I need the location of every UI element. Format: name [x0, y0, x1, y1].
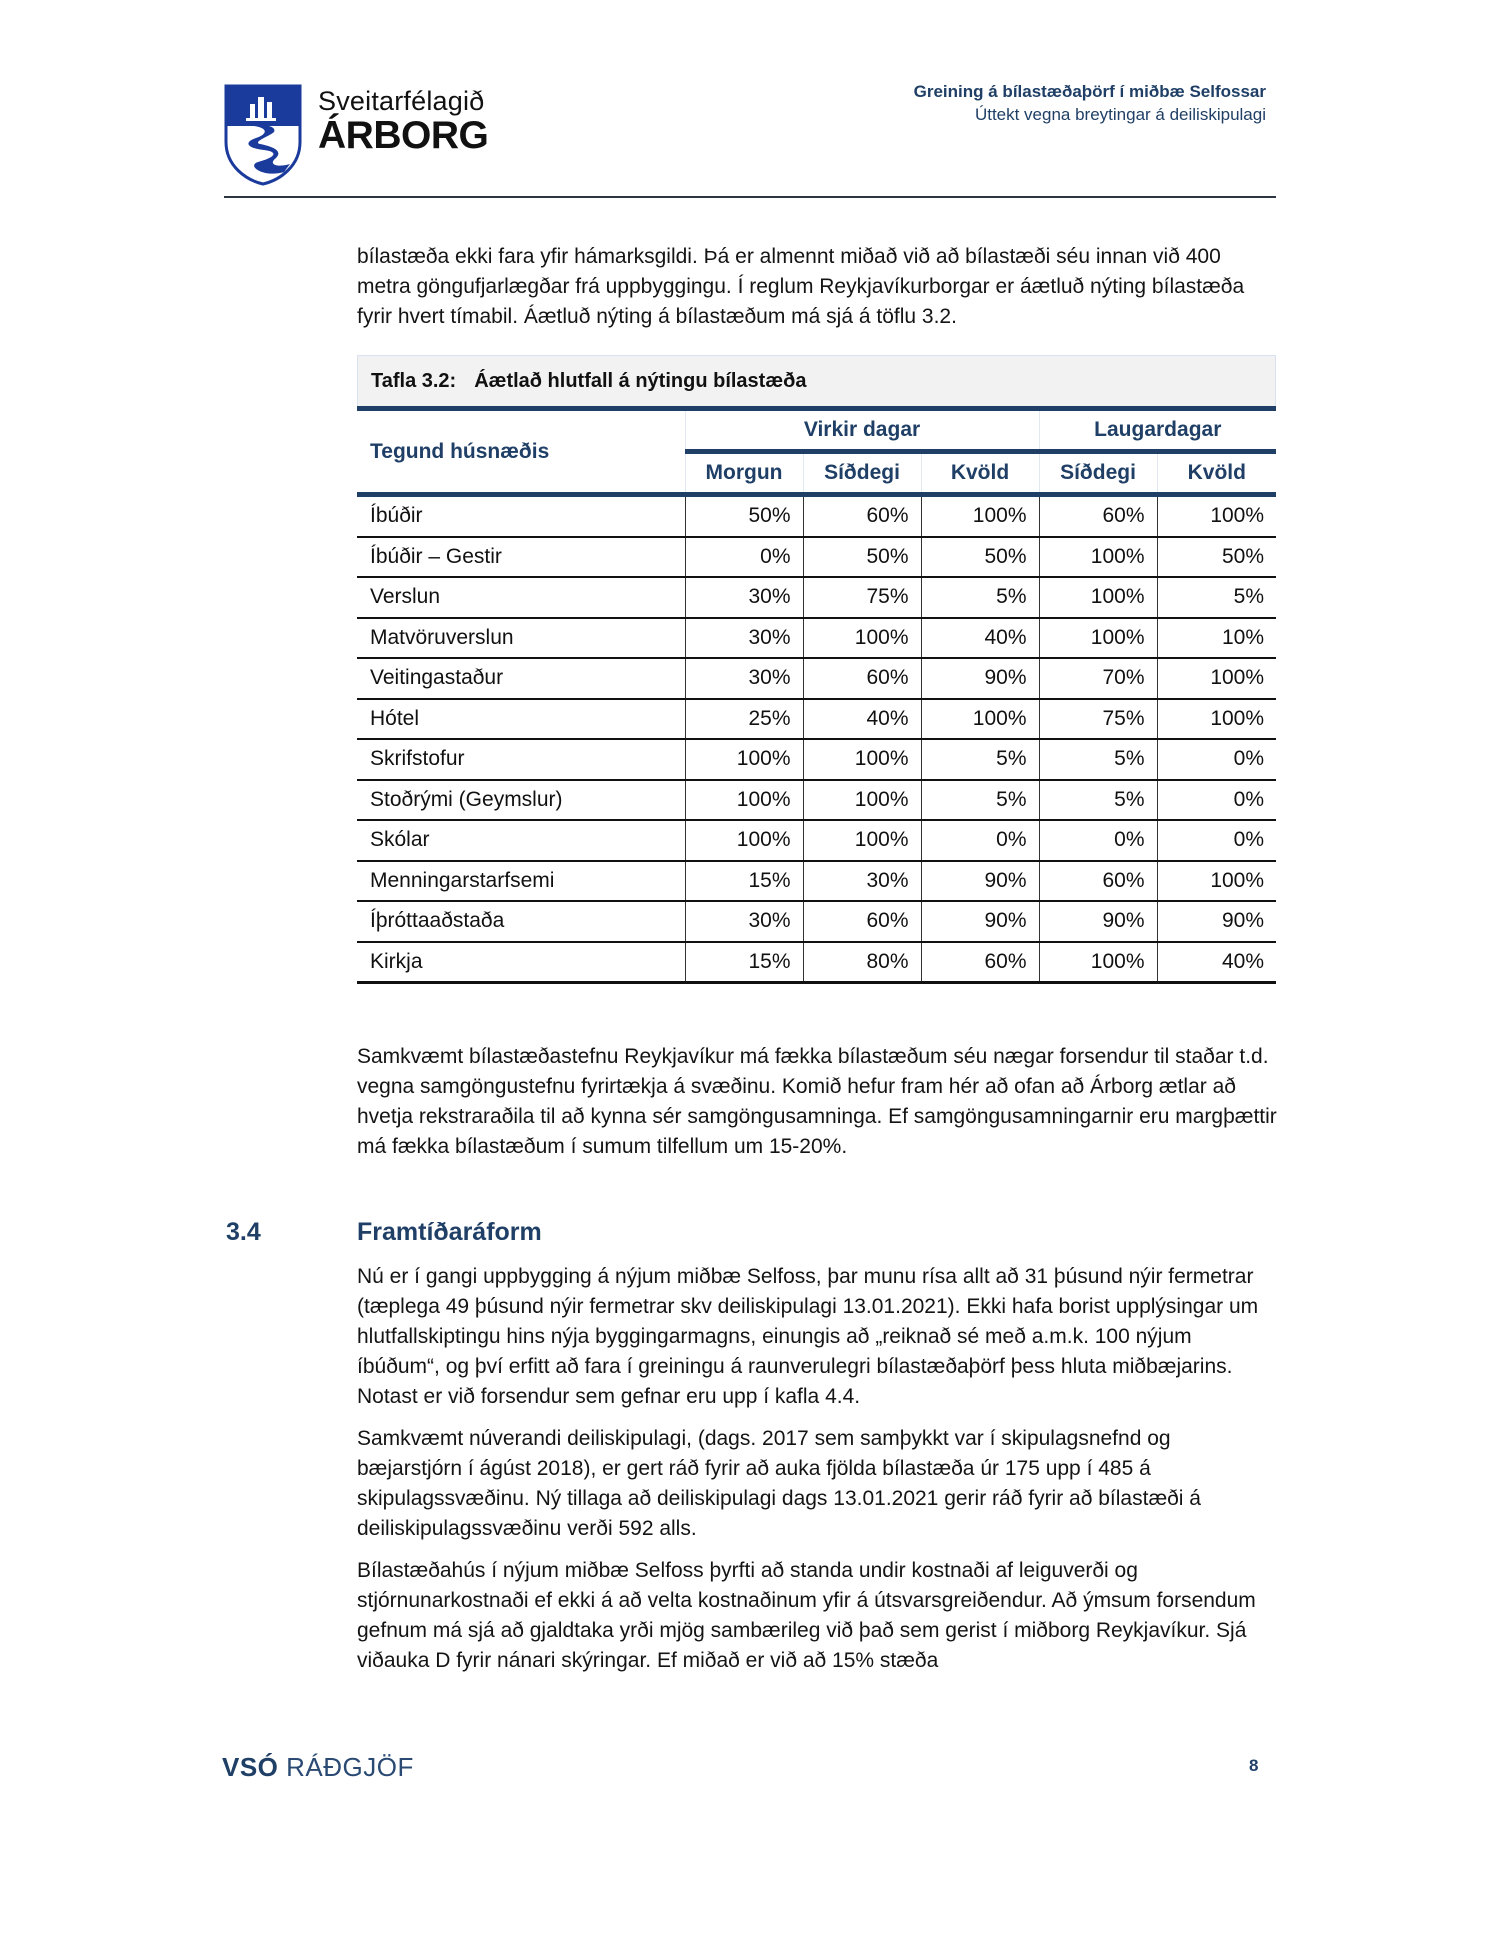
cell-value: 50% [921, 537, 1039, 578]
column-header-sat-evening: Kvöld [1157, 452, 1276, 495]
row-label: Matvöruverslun [357, 618, 685, 659]
document-subtitle: Úttekt vegna breytingar á deiliskipulagi [974, 105, 1266, 124]
document-title-block [914, 80, 1266, 126]
cell-value: 90% [1039, 901, 1157, 942]
cell-value: 0% [921, 820, 1039, 861]
utilization-table [357, 355, 1276, 984]
column-header-afternoon: Síðdegi [803, 452, 921, 495]
cell-value: 100% [1157, 699, 1276, 740]
cell-value: 5% [1039, 780, 1157, 821]
cell-value: 25% [685, 699, 803, 740]
table-row [357, 699, 1276, 740]
cell-value: 5% [1157, 577, 1276, 618]
cell-value: 90% [921, 901, 1039, 942]
row-label: Skrifstofur [357, 739, 685, 780]
cell-value: 100% [1039, 618, 1157, 659]
cell-value: 60% [803, 901, 921, 942]
cell-value: 10% [1157, 618, 1276, 659]
cell-value: 5% [921, 577, 1039, 618]
cell-value: 100% [1157, 861, 1276, 902]
cell-value: 100% [803, 739, 921, 780]
row-label: Verslun [357, 577, 685, 618]
cell-value: 30% [685, 658, 803, 699]
logo-name: ÁRBORG [318, 114, 489, 157]
cell-value: 50% [803, 537, 921, 578]
cell-value: 40% [803, 699, 921, 740]
page-header [224, 80, 1278, 198]
arborg-logo [224, 84, 488, 186]
row-label: Menningarstarfsemi [357, 861, 685, 902]
cell-value: 80% [803, 942, 921, 983]
cell-value: 0% [1157, 820, 1276, 861]
cell-value: 5% [921, 780, 1039, 821]
section-paragraph: Nú er í gangi uppbygging á nýjum miðbæ Selfoss, þar munu rísa allt að 31 þúsund nýir fermetrar (tæplega 49 þúsund nýir fermetrar skv deiliskipulagi 13.01.2021). Ekki hafa borist upplýsingar um hlutfallskiptingu hins nýja byggingarmagns, einungis að „reiknað sé með a.m.k. 100 nýjum íbúðum“, og því erfitt að fara í greiningu á raunverulegri bílastæðaþörf þess hluta miðbæjarins. Notast er við forsendur sem gefnar eru upp í kafla 4.4. [357, 1265, 1259, 1408]
cell-value: 100% [921, 699, 1039, 740]
cell-value: 90% [921, 658, 1039, 699]
section-paragraph: Samkvæmt núverandi deiliskipulagi, (dags. 2017 sem samþykkt var í skipulagsnefnd og bæjarstjórn í ágúst 2018), er gert ráð fyrir að auka fjölda bílastæða úr 175 upp í 485 á skipulagssvæðinu. Ný tillaga að deiliskipulagi dags 13.01.2021 gerir ráð fyrir að bílastæði á deiliskipulagssvæðinu verði 592 alls. [357, 1427, 1201, 1540]
group-header-saturdays: Laugardagar [1039, 409, 1276, 452]
section-number: 3.4 [226, 1218, 261, 1246]
table-row [357, 820, 1276, 861]
cell-value: 100% [803, 820, 921, 861]
cell-value: 100% [685, 780, 803, 821]
table-row [357, 942, 1276, 983]
logo-subtitle: Sveitarfélagið [318, 86, 485, 116]
cell-value: 70% [1039, 658, 1157, 699]
footer-brand-light: RÁÐGJÖF [286, 1752, 414, 1782]
post-table-section [357, 1042, 1277, 1162]
cell-value: 100% [1157, 658, 1276, 699]
table-caption-title: Áætlað hlutfall á nýtingu bílastæða [474, 369, 807, 392]
vso-logo [222, 1752, 414, 1783]
cell-value: 30% [803, 861, 921, 902]
cell-value: 15% [685, 942, 803, 983]
table-row [357, 537, 1276, 578]
document-title: Greining á bílastæðaþörf í miðbæ Selfossar [913, 82, 1266, 101]
row-label: Íbúðir – Gestir [357, 537, 685, 578]
cell-value: 100% [803, 780, 921, 821]
page-number: 8 [1249, 1756, 1259, 1775]
cell-value: 100% [1039, 537, 1157, 578]
cell-value: 50% [685, 495, 803, 537]
cell-value: 5% [1039, 739, 1157, 780]
cell-value: 30% [685, 618, 803, 659]
cell-value: 30% [685, 901, 803, 942]
cell-value: 40% [921, 618, 1039, 659]
cell-value: 50% [1157, 537, 1276, 578]
cell-value: 60% [803, 658, 921, 699]
section-title: Framtíðaráform [357, 1218, 542, 1246]
cell-value: 100% [1039, 942, 1157, 983]
table-caption [357, 355, 1276, 406]
row-label: Veitingastaður [357, 658, 685, 699]
cell-value: 75% [1039, 699, 1157, 740]
data-table [357, 406, 1276, 984]
cell-value: 100% [1039, 577, 1157, 618]
cell-value: 0% [1157, 780, 1276, 821]
intro-section [357, 242, 1277, 332]
table-caption-number: Tafla 3.2: [371, 369, 457, 392]
cell-value: 40% [1157, 942, 1276, 983]
cell-value: 0% [1157, 739, 1276, 780]
header-divider [224, 196, 1276, 198]
row-label: Íbúðir [370, 504, 423, 528]
section-paragraph: Bílastæðahús í nýjum miðbæ Selfoss þyrfti að standa undir kostnaði af leiguverði og stjórnunarkostnaði ef ekki á að velta kostnaðinum yfir á útsvarsgreiðendur. Að ýmsum forsendum gefnum má sjá að gjaldtaka yrði mjög sambærileg við það sem gerist í miðborg Reykjavíkur. Sjá viðauka D fyrir nánari skýringar. Ef miðað er við að 15% stæða [357, 1559, 1256, 1672]
intro-paragraph: bílastæða ekki fara yfir hámarksgildi. Þá er almennt miðað við að bílastæði séu innan við 400 metra göngufjarlægðar frá uppbyggingu. Í reglum Reykjavíkurborgar er áætluð nýting bílastæða fyrir hvert tímabil. Áætluð nýting á bílastæðum má sjá á töflu 3.2. [357, 245, 1245, 328]
table-row [357, 739, 1276, 780]
column-header-morning: Morgun [685, 452, 803, 495]
column-header-sat-afternoon: Síðdegi [1039, 452, 1157, 495]
column-header-type: Tegund húsnæðis [357, 409, 685, 495]
cell-value: 0% [685, 537, 803, 578]
cell-value: 100% [685, 739, 803, 780]
table-row [357, 780, 1276, 821]
cell-value: 0% [1039, 820, 1157, 861]
cell-value: 75% [803, 577, 921, 618]
cell-value: 60% [1039, 861, 1157, 902]
cell-value: 5% [921, 739, 1039, 780]
cell-value: 60% [921, 942, 1039, 983]
row-label: Skólar [357, 820, 685, 861]
group-header-weekdays: Virkir dagar [685, 409, 1039, 452]
table-row [357, 495, 1276, 537]
column-header-evening: Kvöld [921, 452, 1039, 495]
footer-brand-bold: VSÓ [222, 1752, 279, 1782]
cell-value: 15% [685, 861, 803, 902]
cell-value: 100% [921, 495, 1039, 537]
cell-value: 100% [803, 618, 921, 659]
cell-value: 100% [685, 820, 803, 861]
cell-value: 90% [1157, 901, 1276, 942]
row-label: Stoðrými (Geymslur) [357, 780, 685, 821]
table-row [357, 901, 1276, 942]
table-row [357, 861, 1276, 902]
section-body [357, 1262, 1277, 1676]
table-row [357, 658, 1276, 699]
cell-value: 100% [1157, 495, 1276, 537]
row-label: Kirkja [357, 942, 685, 983]
cell-value: 60% [1039, 495, 1157, 537]
row-label: Hótel [357, 699, 685, 740]
table-row [357, 577, 1276, 618]
cell-value: 90% [921, 861, 1039, 902]
cell-value: 30% [685, 577, 803, 618]
table-row [357, 618, 1276, 659]
cell-value: 60% [803, 495, 921, 537]
arborg-shield-icon [224, 84, 302, 186]
post-table-paragraph: Samkvæmt bílastæðastefnu Reykjavíkur má fækka bílastæðum séu nægar forsendur til staðar t.d. vegna samgöngustefnu fyrirtækja á svæðinu. Komið hefur fram hér að ofan að Árborg ætlar að hvetja rekstraraðila til að kynna sér samgöngusamninga. Ef samgöngusamningarnir eru margþættir má fækka bílastæðum í sumum tilfellum um 15-20%. [357, 1045, 1277, 1158]
row-label: Íþróttaaðstaða [357, 901, 685, 942]
